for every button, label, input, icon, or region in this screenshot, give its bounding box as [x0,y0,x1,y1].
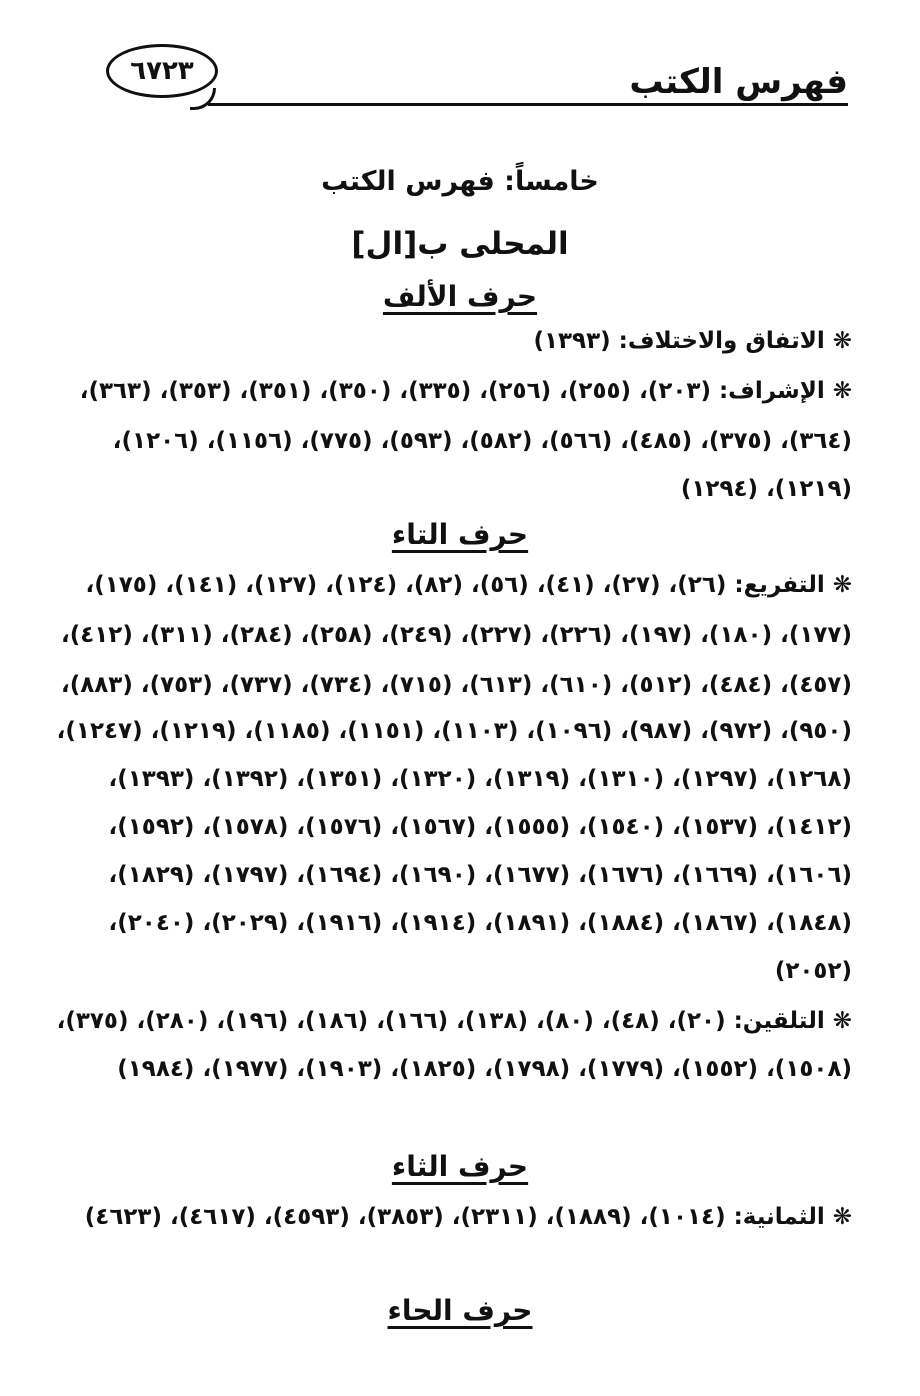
index-entry-line: (١٥٠٨)، (١٥٥٢)، (١٧٧٩)، (١٧٩٨)، (١٨٢٥)، (١٩٠٣)، (١٩٧٧)، (١٩٨٤) [117,1056,852,1082]
letter-heading-text: حرف الحاء [387,1294,533,1327]
index-entry-line: ❋ التلقين: (٢٠)، (٤٨)، (٨٠)، (١٣٨)، (١٦٦)، (١٨٦)، (١٩٦)، (٢٨٠)، (٣٧٥)، [56,1008,852,1034]
letter-heading-alif [0,280,920,313]
letter-heading-text: حرف الألف [382,280,538,313]
header-rule [208,103,848,106]
index-entry-line: (١٨٤٨)، (١٨٦٧)، (١٨٨٤)، (١٨٩١)، (١٩١٤)، (١٩١٦)، (٢٠٢٩)، (٢٠٤٠)، [108,910,852,936]
page-number: ٦٧٢٣ [130,56,194,86]
letter-heading-text: حرف الثاء [391,1150,529,1183]
page-badge-tail [190,88,216,110]
index-entry-line: ❋ الإشراف: (٢٠٣)، (٢٥٥)، (٢٥٦)، (٣٣٥)، (٣٥٠)، (٣٥١)، (٣٥٣)، (٣٦٣)، [79,378,852,404]
index-entry-line: ❋ الاتفاق والاختلاف: (١٣٩٣) [533,328,852,354]
index-entry-line: ❋ التفريع: (٢٦)، (٢٧)، (٤١)، (٥٦)، (٨٢)، (١٢٤)، (١٢٧)، (١٤١)، (١٧٥)، [85,572,852,598]
index-entry-line: (٤٥٧)، (٤٨٤)، (٥١٢)، (٦١٠)، (٦١٣)، (٧١٥)، (٧٣٤)، (٧٣٧)، (٧٥٣)، (٨٨٣)، [60,672,852,698]
subsection-title: المحلى ب[ال] [351,226,569,262]
index-entry-line: (١٦٠٦)، (١٦٦٩)، (١٦٧٦)، (١٦٧٧)، (١٦٩٠)، (١٦٩٤)، (١٧٩٧)، (١٨٢٩)، [108,862,852,888]
index-entry-line: (٣٦٤)، (٣٧٥)، (٤٨٥)، (٥٦٦)، (٥٨٢)، (٥٩٣)، (٧٧٥)، (١١٥٦)، (١٢٠٦)، [112,428,852,454]
index-entry-line: (٢٠٥٢) [774,958,852,984]
index-entry-line: (١٢٦٨)، (١٢٩٧)، (١٣١٠)، (١٣١٩)، (١٣٢٠)، (١٣٥١)، (١٣٩٢)، (١٣٩٣)، [108,766,852,792]
index-entry-line: (١٤١٢)، (١٥٣٧)، (١٥٤٠)، (١٥٥٥)، (١٥٦٧)، (١٥٧٦)، (١٥٧٨)، (١٥٩٢)، [108,814,852,840]
index-entry-line: (١٧٧)، (١٨٠)، (١٩٧)، (٢٢٦)، (٢٢٧)، (٢٤٩)، (٢٥٨)، (٢٨٤)، (٣١١)، (٤١٢)، [60,622,852,648]
section-title: خامساً: فهرس الكتب [321,166,599,197]
running-title: فهرس الكتب [629,62,848,102]
index-entry-line: ❋ الثمانية: (١٠١٤)، (١٨٨٩)، (٢٣١١)، (٣٨٥٣)، (٤٥٩٣)، (٤٦١٧)، (٤٦٢٣) [84,1204,852,1230]
index-entry-line: (٩٥٠)، (٩٧٢)، (٩٨٧)، (١٠٩٦)، (١١٠٣)، (١١٥١)، (١١٨٥)، (١٢١٩)، (١٢٤٧)، [56,718,852,744]
letter-heading-text: حرف التاء [391,518,529,551]
letter-heading-tha [0,1150,920,1183]
letter-heading-ta [0,518,920,551]
index-entry-line: (١٢١٩)، (١٢٩٤) [680,476,852,502]
letter-heading-ha [0,1294,920,1327]
